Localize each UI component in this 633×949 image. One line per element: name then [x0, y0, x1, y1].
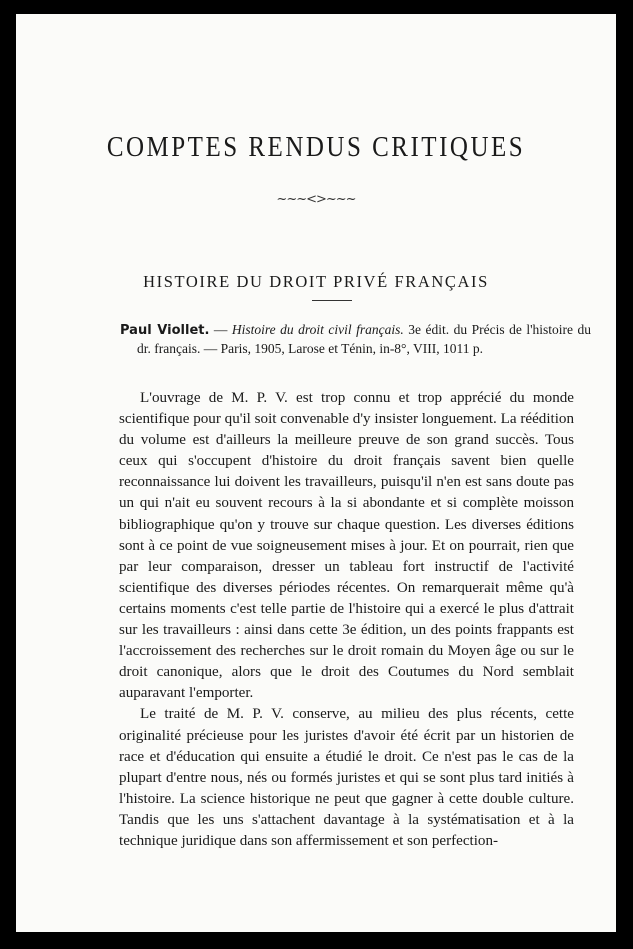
- entry-work-title: Histoire du droit civil français.: [231, 322, 404, 337]
- section-rule: [312, 300, 352, 301]
- paragraph-2: Le traité de M. P. V. conserve, au milieu des plus récents, cette originalité précieuse pour les juristes d'avoir été écrit par un historien de race et d'éducation qui ensuite a étudié le droit. Ce n'est pas le cas de la plupart d'entre nous, nés ou formés juristes et qui se sont plus tard initiés à l'histoire. La science historique ne peut que gagner à cette double culture. Tandis que les uns s'attachent davantage à la systématisation et à la technique juridique dans son affermissement et son perfection-: [119, 706, 574, 849]
- ornament-divider: ~~~<>~~~: [276, 192, 356, 207]
- book-page: [16, 14, 616, 932]
- page-title: COMPTES RENDUS CRITIQUES: [106, 131, 526, 163]
- bibliographic-entry: [120, 321, 591, 357]
- section-title: HISTOIRE DU DROIT PRIVÉ FRANÇAIS: [143, 272, 489, 291]
- entry-details: 3e édit. du Précis de l'histoire du dr. français. — Paris, 1905, Larose et Ténin, in-8°, VIII, 1011 p.: [137, 322, 591, 356]
- paragraph-1: L'ouvrage de M. P. V. est trop connu et trop apprécié du monde scientifique pour qu'il soit convenable d'y insister longuement. La réédition du volume est d'ailleurs la meilleure preuve de son grand succès. Tous ceux qui s'occupent d'histoire du droit français savent bien quelle reconnaissance lui doivent les travailleurs, puisqu'il n'en est sans doute pas un qui n'ait eu souvent recours à la si abondante et si complète moisson bibliographique qu'on y trouve sur chaque question. Les diverses éditions sont à ce point de vue soigneusement mises à jour. Et on pourrait, rien que par leur comparaison, dresser un tableau fort instructif de l'activité scientifique des diverses périodes récentes. On remarquerait même qu'à certains moments c'est telle partie de l'histoire qui a exercé le plus d'attrait sur les travailleurs : ainsi dans cette 3e édition, un des points frappants est l'accroissement des recherches sur le droit romain du Moyen âge ou sur le droit canonique, alors que le droit des Coutumes du Nord semblait auparavant l'emporter.: [119, 390, 574, 702]
- entry-dash: —: [209, 322, 232, 337]
- review-body: [119, 388, 574, 852]
- entry-author: Paul Viollet.: [120, 323, 210, 338]
